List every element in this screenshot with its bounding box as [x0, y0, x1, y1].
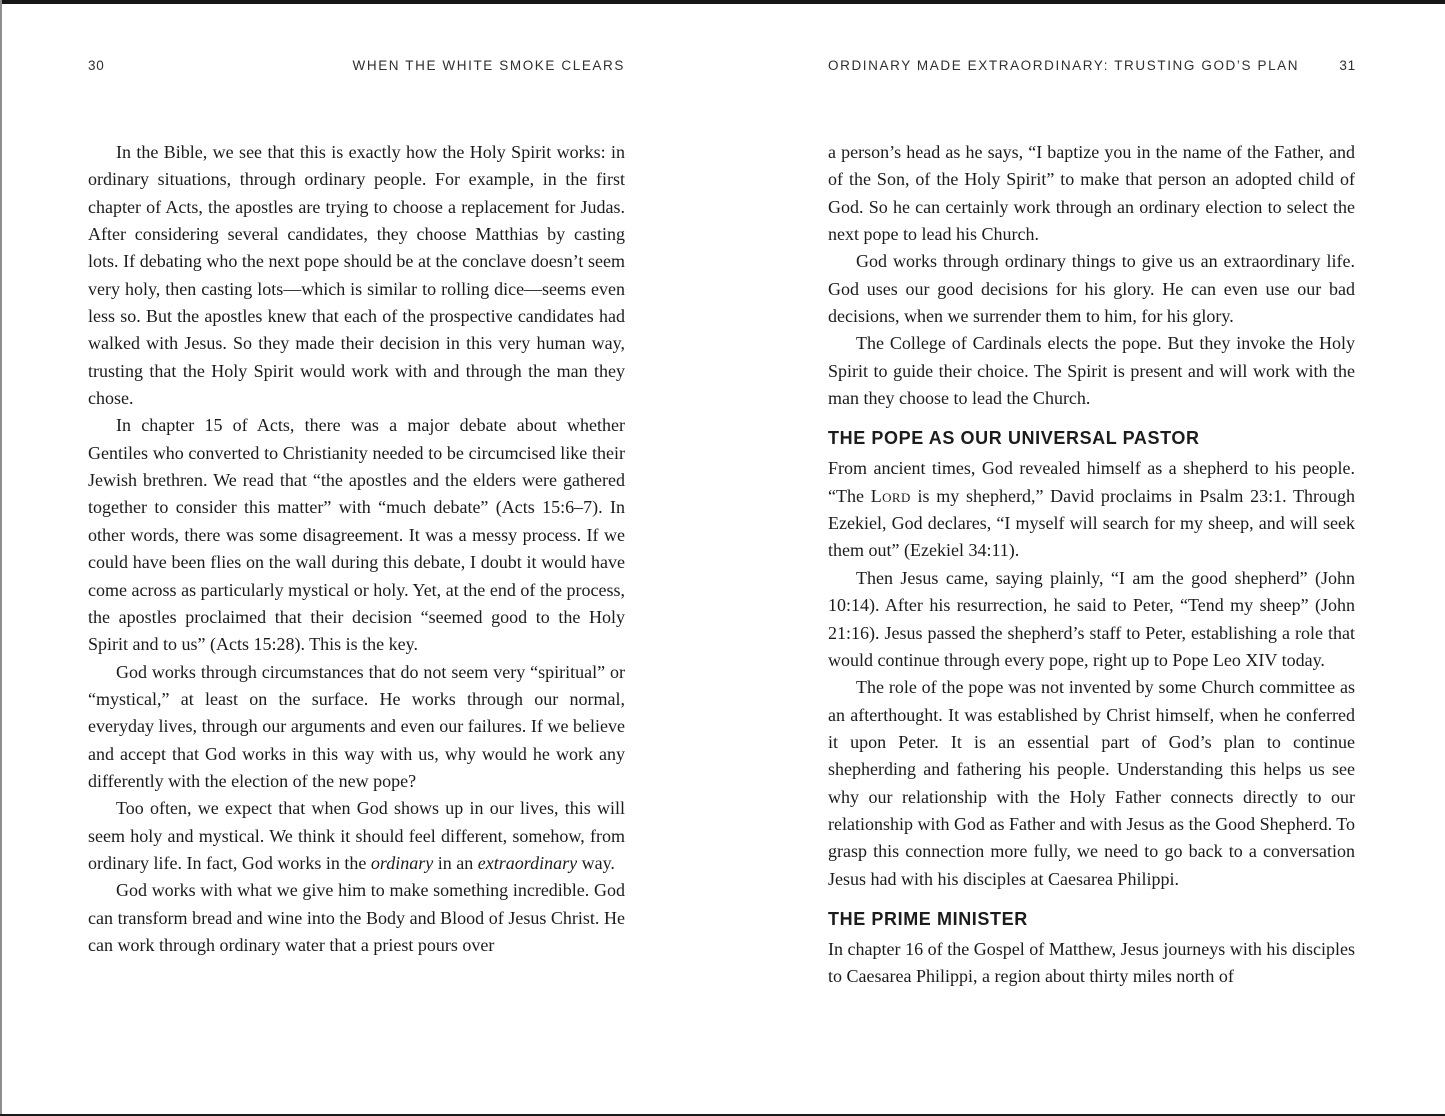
section-heading [828, 425, 1355, 451]
paragraph [828, 248, 1355, 330]
text-run: ordinary [370, 852, 434, 873]
paragraph [88, 139, 625, 412]
text-run: God works with what we give him to make something incredible. God can transform bread and wine into the Body and Blood of Jesus Christ. He can work through ordinary water that a priest pours over [88, 880, 625, 955]
paragraph [828, 674, 1355, 893]
text-run: In the Bible, we see that this is exactly how the Holy Spirit works: in ordinary situations, through ordinary people. For example, in the first chapter of Acts, the apostles are trying to choose a replacement for Judas. After considering several candidates, they choose Matthias by casting lots. If debating who the next pope should be at the conclave doesn’t seem very holy, then casting lots—which is similar to rolling dice—seems even less so. But the apostles knew that each of the prospective candidates had walked with Jesus. So they made their decision in this very human way, trusting that the Holy Spirit would work with and through the man they chose. [88, 142, 625, 409]
paragraph [828, 139, 1355, 248]
text-run: In chapter 16 of the Gospel of Matthew, Jesus journeys with his disciples to Caesarea Philippi, a region about thirty miles north of [828, 938, 1355, 987]
paragraph [88, 877, 625, 959]
text-run: THE PRIME MINISTER [828, 908, 1028, 929]
text-run: Then Jesus came, saying plainly, “I am the good shepherd” (John 10:14). After his resurrection, he said to Peter, “Tend my sheep” (John 21:16). Jesus passed the shepherd’s staff to Peter, establishing a role that would continue through every pope, right up to Pope Leo XIV today. [828, 567, 1355, 670]
text-run: In chapter 15 of Acts, there was a major debate about whether Gentiles who converted to Christianity needed to be circumcised like their Jewish brethren. We read that “the apostles and the elders were gathered together to consider this matter” with “much debate” (Acts 15:6–7). In other words, there was some disagreement. It was a messy process. If we could have been flies on the wall during this debate, I doubt it would have come across as particularly mystical or holy. Yet, at the end of the process, the apostles proclaimed that their decision “seemed good to the Holy Spirit and to us” (Acts 15:28). This is the key. [88, 415, 625, 655]
right-running-title: ORDINARY MADE EXTRAORDINARY: TRUSTING GOD’S PLAN [828, 58, 1300, 73]
text-run: way. [577, 852, 615, 873]
text-run: From ancient times, God revealed himself as a shepherd to his people. “The [828, 458, 1355, 506]
right-page-number: 31 [1339, 58, 1356, 73]
text-run: God works through ordinary things to give us an extraordinary life. God uses our good decisions for his glory. He can even use our bad decisions, when we surrender them to him, for his glory. [828, 251, 1355, 327]
text-run: is my shepherd,” David proclaims in Psalm 23:1. Through Ezekiel, God declares, “I myself will search for my sheep, and will seek them out” (Ezekiel 34:11). [828, 485, 1355, 561]
text-run: Lord [870, 485, 911, 506]
paragraph [88, 412, 625, 658]
top-edge-line [0, 0, 1445, 4]
right-page-body [828, 139, 1355, 1076]
paragraph [88, 795, 625, 877]
paragraph [828, 330, 1355, 412]
text-run: a person’s head as he says, “I baptize you in the name of the Father, and of the Son, of the Holy Spirit” to make that person an adopted child of God. So he can certainly work through an ordinary election to select the next pope to lead his Church. [828, 142, 1355, 245]
section-heading [828, 906, 1355, 932]
left-running-title: WHEN THE WHITE SMOKE CLEARS [352, 58, 625, 73]
text-run: God works through circumstances that do not seem very “spiritual” or “mystical,” at least on the surface. He works through our normal, everyday lives, through our arguments and even our failures. If we believe and accept that God works in this way with us, why would he work any differently with the election of the new pope? [88, 661, 625, 791]
text-run: THE POPE AS OUR UNIVERSAL PASTOR [828, 428, 1200, 449]
paragraph [828, 565, 1355, 674]
right-running-header [828, 58, 1356, 73]
paragraph [88, 659, 625, 796]
paragraph [828, 455, 1355, 564]
text-run: The College of Cardinals elects the pope. But they invoke the Holy Spirit to guide their choice. The Spirit is present and will work with the man they choose to lead the Church. [828, 333, 1355, 409]
text-run: in an [433, 852, 478, 873]
left-page-number: 30 [88, 58, 105, 73]
paragraph [828, 936, 1355, 991]
left-edge-line [0, 0, 2, 1116]
text-run: extraordinary [477, 852, 578, 873]
left-page-body [88, 139, 625, 1076]
text-run: The role of the pope was not invented by some Church committee as an afterthought. It was established by Christ himself, when he conferred it upon Peter. It is an essential part of God’s plan to continue shepherding and fathering his people. Understanding this helps us see why our relationship with the Holy Father connects directly to our relationship with God as Father and with Jesus as the Good Shepherd. To grasp this connection more fully, we need to go back to a conversation Jesus had with his disciples at Caesarea Philippi. [828, 677, 1355, 889]
text-run: Too often, we expect that when God shows up in our lives, this will seem holy and mystical. We think it should feel different, somehow, from ordinary life. In fact, God works in the [88, 798, 625, 873]
left-running-header [88, 58, 625, 73]
